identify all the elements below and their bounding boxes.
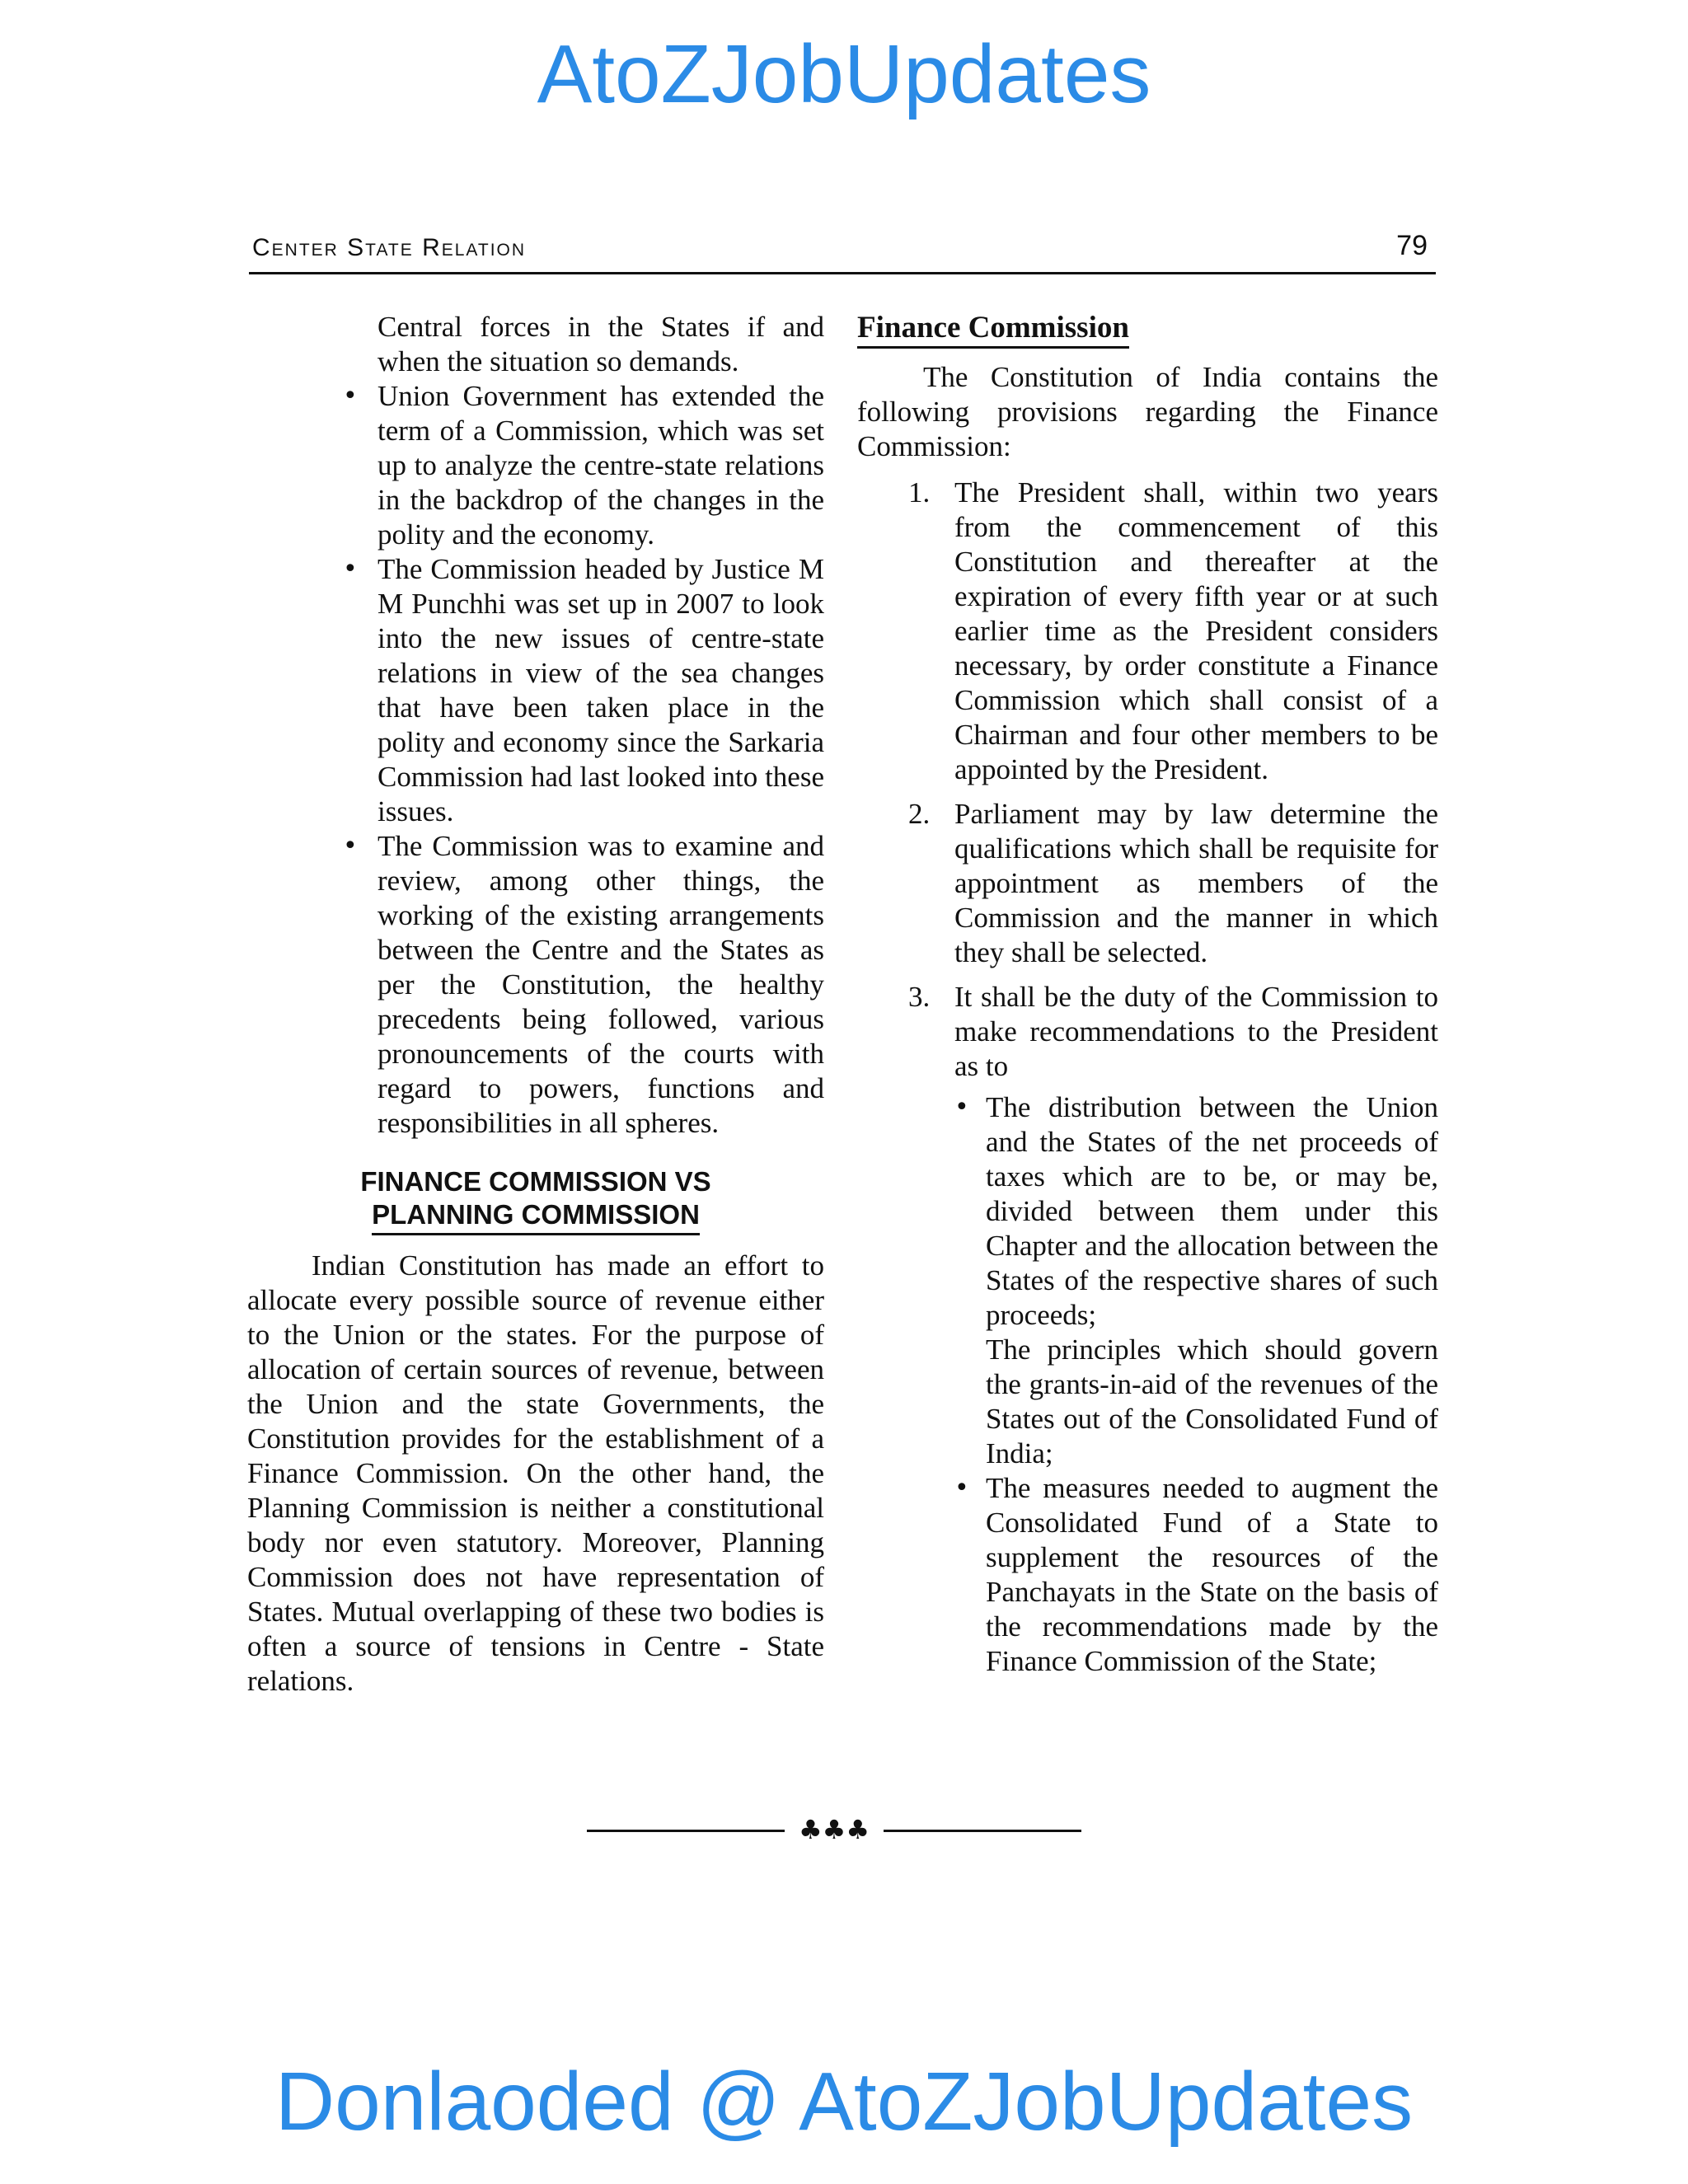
sub-list-item-text: The principles which should govern the grants-in-aid of the revenues of the States out of the Consolidated Fund of India; bbox=[986, 1333, 1438, 1469]
list-item-text: The President shall, within two years from the commencement of this Constitution and thereafter at the expiration of every fifth year or at such earlier time as the President considers necessary, by order constitute a Finance Commission which shall consist of a Chairman and four other members to be appointed by the President. bbox=[954, 476, 1438, 785]
item-number: 3. bbox=[908, 981, 931, 1013]
list-item bbox=[343, 829, 824, 1141]
watermark-bottom: Donlaoded @ AtoZJobUpdates bbox=[274, 2055, 1414, 2148]
section-heading bbox=[247, 1165, 824, 1235]
list-item-text: Parliament may by law determine the qualifications which shall be requisite for appointment as members of the Commission and the manner in which they shall be selected. bbox=[954, 798, 1438, 968]
running-header bbox=[249, 227, 1436, 274]
bullet-icon: • bbox=[343, 382, 358, 410]
list-item bbox=[908, 476, 1438, 787]
right-column bbox=[857, 310, 1438, 1689]
list-item bbox=[343, 379, 824, 552]
list-item-text: Union Government has extended the term of a Commission, which was set up to analyze the centre-state relations in the backdrop of the changes in the polity and the economy. bbox=[377, 380, 824, 551]
page-number: 79 bbox=[1396, 230, 1428, 261]
bullet-icon: • bbox=[954, 1093, 969, 1122]
sub-list-item-text: The distribution between the Union and the States of the net proceeds of taxes which are to be, or may be, divided between them under this Chapter and the allocation between the States of the respective shares of such proceeds; bbox=[986, 1091, 1438, 1331]
sub-list-item bbox=[954, 1471, 1438, 1679]
item-number: 2. bbox=[908, 798, 931, 830]
finance-commission-heading: Finance Commission bbox=[857, 310, 1129, 349]
duties-sub-list bbox=[954, 1090, 1438, 1679]
sub-list-item-text: The measures needed to augment the Consolidated Fund of a State to supplement the resources of the Panchayats in the State on the basis of the recommendations made by the Finance Commission of the State; bbox=[986, 1472, 1438, 1677]
provisions-list bbox=[857, 476, 1438, 1679]
sub-list-item bbox=[954, 1090, 1438, 1333]
continued-text: Central forces in the States if and when the situation so demands. bbox=[377, 311, 824, 377]
clubs-icon: ♣♣♣ bbox=[798, 1814, 870, 1845]
list-item-text: The Commission was to examine and review, among other things, the working of the existing arrangements between the Centre and the States as per the Constitution, the healthy precedents being followed, various pronouncements of the courts with regard to powers, functions and responsibilities in all spheres. bbox=[377, 830, 824, 1139]
list-item bbox=[343, 552, 824, 829]
ornament-line-left bbox=[587, 1830, 785, 1832]
list-item-text: It shall be the duty of the Commission to make recommendations to the President as to bbox=[954, 981, 1438, 1082]
bullet-icon: • bbox=[954, 1474, 969, 1502]
list-item bbox=[908, 980, 1438, 1679]
section-heading-line2: PLANNING COMMISSION bbox=[372, 1198, 700, 1235]
chapter-title: Center State Relation bbox=[252, 234, 527, 261]
watermark-top: AtoZJobUpdates bbox=[537, 28, 1151, 120]
item-number: 1. bbox=[908, 476, 931, 509]
left-column bbox=[247, 310, 824, 1699]
left-bullet-list bbox=[247, 379, 824, 1141]
section-heading-line1: FINANCE COMMISSION VS bbox=[360, 1166, 711, 1197]
intro-paragraph: The Constitution of India contains the following provisions regarding the Finance Commission: bbox=[857, 361, 1438, 462]
list-item-text: The Commission headed by Justice M M Punchhi was set up in 2007 to look into the new issues of centre-state relations in view of the sea changes that have been taken place in the polity and economy since the Sarkaria Commission had last looked into these issues. bbox=[377, 553, 824, 827]
sub-list-item bbox=[986, 1333, 1438, 1471]
list-item bbox=[908, 797, 1438, 970]
end-ornament bbox=[587, 1813, 1081, 1846]
bullet-icon: • bbox=[343, 832, 358, 860]
bullet-icon: • bbox=[343, 555, 358, 583]
section-paragraph: Indian Constitution has made an effort to allocate every possible source of revenue either to the Union or the states. For the purpose of allocation of certain sources of revenue, between the Union and the state Governments, the Constitution provides for the establishment of a Finance Commission. On the other hand, the Planning Commission is neither a constitutional body nor even statutory. Moreover, Planning Commission does not have representation of States. Mutual overlapping of these two bodies is often a source of tensions in Centre - State relations. bbox=[247, 1249, 824, 1697]
ornament-line-right bbox=[884, 1830, 1081, 1832]
